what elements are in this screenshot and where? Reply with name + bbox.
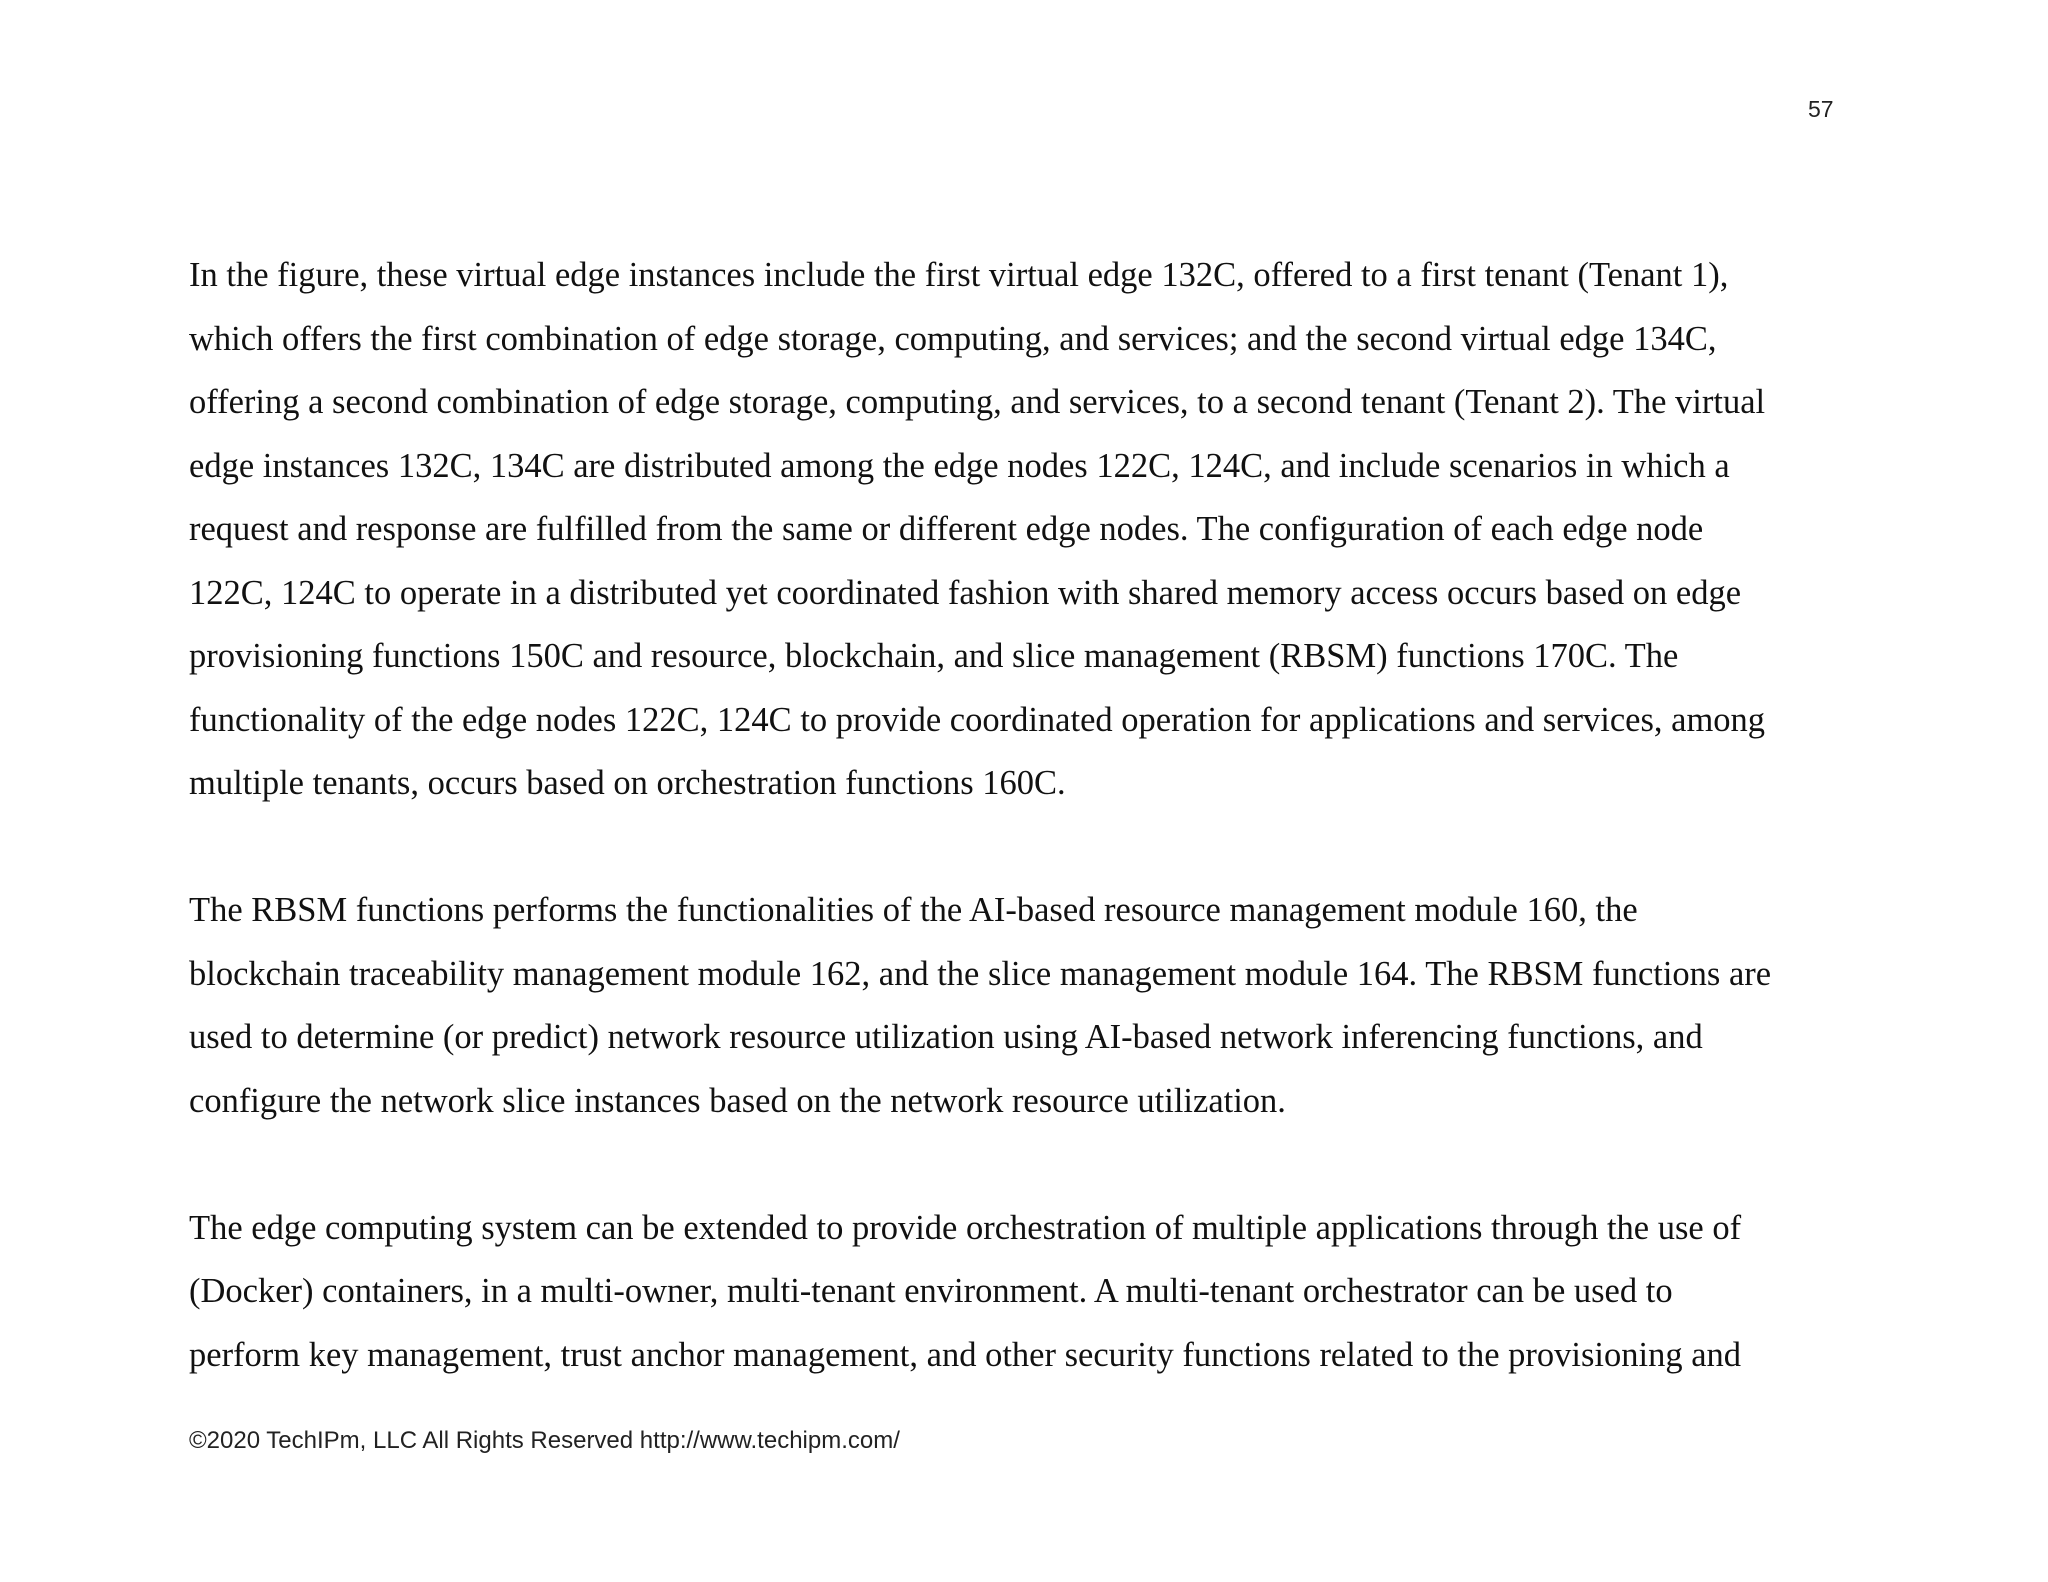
text-line: which offers the first combination of edge storage, computing, and services; and the second virtual edge 134C, [189, 319, 1717, 358]
page-number: 57 [1808, 96, 1834, 122]
text-line: used to determine (or predict) network resource utilization using AI-based network inferencing functions, and [189, 1018, 1703, 1056]
text-line: perform key management, trust anchor management, and other security functions related to the provisioning and [189, 1335, 1742, 1374]
text-line: blockchain traceability management module 162, and the slice management module 164. The RBSM functions are [189, 954, 1772, 993]
text-line: edge instances 132C, 134C are distributed among the edge nodes 122C, 124C, and include scenarios in which a [189, 446, 1730, 485]
copyright-footer: ©2020 TechIPm, LLC All Rights Reserved http://www.techipm.com/ [189, 1427, 900, 1454]
text-line: functionality of the edge nodes 122C, 124C to provide coordinated operation for applications and services, among [189, 700, 1766, 739]
paragraph-2 [189, 879, 1889, 1133]
text-line: multiple tenants, occurs based on orchestration functions 160C. [189, 764, 1066, 802]
body-text [189, 244, 1889, 1387]
text-line: The RBSM functions performs the functionalities of the AI-based resource management module 160, the [189, 891, 1638, 929]
text-line: The edge computing system can be extended to provide orchestration of multiple applications through the use of [189, 1208, 1742, 1247]
text-line: request and response are fulfilled from the same or different edge nodes. The configuration of each edge node [189, 510, 1704, 548]
text-line: provisioning functions 150C and resource, blockchain, and slice management (RBSM) functions 170C. The [189, 637, 1679, 675]
text-line: In the figure, these virtual edge instances include the first virtual edge 132C, offered to a first tenant (Tenant 1), [189, 256, 1729, 294]
paragraph-1 [189, 244, 1889, 816]
text-line: (Docker) containers, in a multi-owner, multi-tenant environment. A multi-tenant orchestrator can be used to [189, 1272, 1673, 1310]
text-line: offering a second combination of edge storage, computing, and services, to a second tenant (Tenant 2). The virtual [189, 383, 1766, 421]
text-line: 122C, 124C to operate in a distributed yet coordinated fashion with shared memory access occurs based on edge [189, 573, 1742, 612]
paragraph-3 [189, 1197, 1889, 1388]
text-line: configure the network slice instances based on the network resource utilization. [189, 1081, 1286, 1120]
